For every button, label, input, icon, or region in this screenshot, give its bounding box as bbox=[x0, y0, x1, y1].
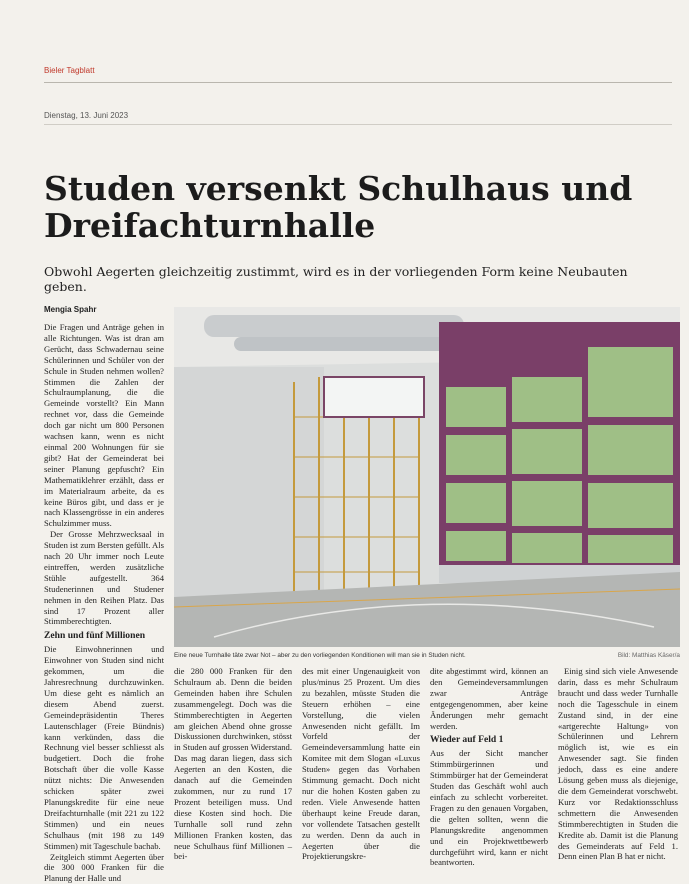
photo-caption bbox=[174, 652, 680, 659]
paragraph: Die Fragen und Anträge gehen in alle Richtungen. Was ist dran am Gerücht, dass Schwadernau seine Schülerinnen und Schüler von der Schule in Studen nehmen wollen? Stimmen die Zahlen der Schulraumplanung, die die Gemeinde vorstellt? Ein Mann rechnet vor, dass die Gemeinde doch gar nicht um 800 Personen wachsen kann, wenn es nicht einmal 200 Wohnungen für sie gibt? Hat der Gemeinderat bei seiner Planung gepfuscht? Ein Mathematiklehrer erzählt, dass er im Materialraum arbeite, da es keine Büros gibt, und dass er je nach Klassengrösse in ein anderes Schulzimmer muss. bbox=[44, 322, 164, 529]
subheading: Wieder auf Feld 1 bbox=[430, 735, 548, 746]
paragraph: Der Grosse Mehrzwecksaal in Studen ist zum Bersten gefüllt. Als nach 20 Uhr immer noch Leute eintreffen, werden zusätzliche Stühle aufgestellt. 364 Studenerinnen und Studener nehmen in den Reihen Platz. Das sind 17 Prozent aller Stimmberechtigten. bbox=[44, 529, 164, 627]
caption-text: Eine neue Turnhalle täte zwar Not – aber zu den vorliegenden Konditionen will man sie in Studen nicht. bbox=[174, 652, 466, 659]
date-divider bbox=[44, 124, 672, 125]
article-column-2 bbox=[174, 666, 292, 876]
masthead: Bieler Tagblatt bbox=[44, 66, 95, 75]
paragraph: Die Einwohnerinnen und Einwohner von Studen sind nicht gekommen, um die Jahresrechnung durchzuwinken. Um diese geht es nämlich an diesem Abend zuerst. Gemeindepräsidentin Theres Lautenschlager (Freie Bündnis) kann verkünden, dass die Rechnung viel besser schliesst als budgetiert. Doch die frohe Botschaft über die volle Kasse nützt nichts: Die Anwesenden schicken später zwei Planungskredite für eine neue Dreifachturnhalle (mit 221 zu 122 Stimmen) und ein neues Schulhaus (mit 198 zu 149 Stimmen) mit Tageschule bachab. bbox=[44, 644, 164, 851]
author-byline: Mengia Spahr bbox=[44, 305, 96, 314]
paragraph: Aus der Sicht mancher Stimmbürgerinnen und Stimmbürger hat der Gemeinderat Studen das Geschäft wohl auch einfach zu schlecht vorbereitet. Fragen zu den genauen Vorgaben, die gelten sollten, wenn die Planungskredite angenommen und ein Projektwettbewerb durchgeführt wird, kann er nicht beantworten. bbox=[430, 748, 548, 868]
paragraph: Einig sind sich viele Anwesende darin, dass es mehr Schulraum braucht und dass weder Turnhalle noch die Tagesschule in einem Zustand sind, in der eine «artgerechte Haltung» von Schülerinnen und Lehrern möglich ist, wie es ein Anwesender sagt. Sie finden jedoch, dass es eine andere Lösung geben muss als diejenige, die dem Gemeinderat vorschwebt. Kurz vor Redaktionsschluss schmettern die Anwesenden Stimmberechtigten in Studen die Kredite ab. Damit ist die Planung des Gemeinderats auf Feld 1. Denn einen Plan B hat er nicht. bbox=[558, 666, 678, 862]
publication-date: Dienstag, 13. Juni 2023 bbox=[44, 111, 128, 120]
article-column-3 bbox=[302, 666, 420, 876]
paragraph: dite abgestimmt wird, können an den Gemeindeversammlungen zwar Anträge entgegengenommen, aber keine Änderungen mehr gemacht werden. bbox=[430, 666, 548, 731]
gym-photo bbox=[174, 307, 680, 647]
article-column-4 bbox=[430, 666, 548, 876]
headline: Studen versenkt Schulhaus und Dreifachturnhalle bbox=[44, 170, 644, 244]
paragraph: die 280 000 Franken für den Schulraum ab. Denn die beiden Gemeinden haben ihre Schulen zusammengelegt. Doch was die Stimmberechtigten in Aegerten am gleichen Abend ohne grosse Diskussionen durchwinken, stösst in Studen auf grossen Widerstand. Das mag daran liegen, dass sich Aegerten an den Kosten, die danach auf die Gemeinden zukommen, nur zu rund 17 Prozent beteiligen muss. Und diese Kosten sind hoch. Die Turnhalle soll rund zehn Millionen Franken kosten, das neue Schulhaus fünf Millionen – bei- bbox=[174, 666, 292, 862]
subheading: Zehn und fünf Millionen bbox=[44, 631, 164, 642]
subtitle: Obwohl Aegerten gleichzeitig zustimmt, wird es in der vorliegenden Form keine Neubauten geben. bbox=[44, 264, 674, 294]
photo-credit: Bild: Matthias Käser/a bbox=[618, 652, 680, 659]
article-column-5 bbox=[558, 666, 678, 876]
paragraph: Zeitgleich stimmt Aegerten über die 300 000 Franken für die Planung der Halle und bbox=[44, 852, 164, 884]
header-divider bbox=[44, 82, 672, 83]
gymnasium-illustration bbox=[174, 307, 680, 647]
article-column-1 bbox=[44, 322, 164, 874]
paragraph: des mit einer Ungenauigkeit von plus/minus 25 Prozent. Um dies zu bezahlen, müsste Studen die Steuern erhöhen – eine Vorstellung, die vielen Anwesenden nicht gefällt. Im Vorfeld der Gemeindeversammlung hatte ein Komitee mit dem Slogan «Luxus Studen» gegen das Vorhaben Stimmung gemacht. Doch nicht nur die hohen Kosten gaben zu reden. Viele Anwesende hatten überhaupt keine Freude daran, vor vollendete Tatsachen gestellt zu werden. Denn da auch in Aegerten über die Projektierungskre- bbox=[302, 666, 420, 862]
